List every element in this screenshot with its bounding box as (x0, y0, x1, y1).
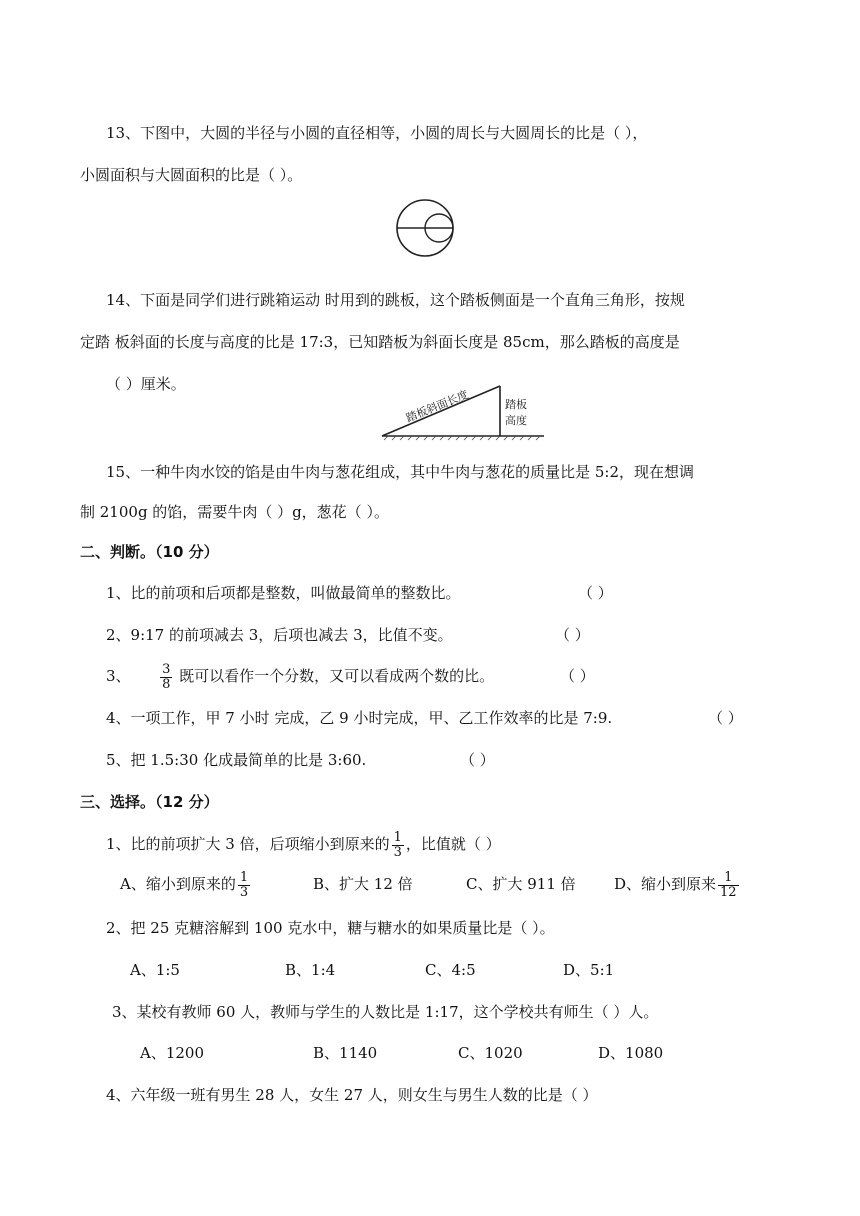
choice-q2: 2、把 25 克糖溶解到 100 克水中，糖与糖水的如果质量比是（ ）。 (106, 919, 555, 937)
choice-q1-option-c[interactable]: C、扩大 911 倍 (466, 875, 576, 893)
circles-figure (385, 196, 465, 260)
height-label-2: 高度 (505, 414, 527, 427)
choice-q3-option-d[interactable]: D、1080 (598, 1044, 664, 1062)
q14-line1: 14、下面是同学们进行跳箱运动 时用到的跳板，这个踏板侧面是一个直角三角形，按规 (106, 291, 685, 309)
q15-line1: 15、一种牛肉水饺的馅是由牛肉与葱花组成，其中牛肉与葱花的质量比是 5:2，现在想调 (106, 463, 694, 481)
judge-blank-1[interactable]: （ ） (578, 584, 613, 602)
section2-title: 二、判断。（10 分） (80, 543, 219, 561)
judge-item-3-prefix: 3、 (106, 667, 131, 685)
judge-item-2: 2、9:17 的前项减去 3，后项也减去 3，比值不变。 (106, 626, 453, 644)
height-label-1: 踏板 (505, 398, 527, 411)
judge-item-4: 4、一项工作，甲 7 小时 完成，乙 9 小时完成，甲、乙工作效率的比是 7:9. (106, 709, 613, 727)
q14-line3: （ ）厘米。 (106, 375, 186, 393)
choice-q3-option-b[interactable]: B、1140 (313, 1044, 378, 1062)
fraction-3-8: $\frac{3}{8}$ (162, 661, 171, 692)
choice-q1-option-b[interactable]: B、扩大 12 倍 (313, 875, 413, 893)
judge-blank-5[interactable]: （ ） (460, 751, 495, 769)
section3-title: 三、选择。（12 分） (80, 793, 219, 811)
choice-q2-option-d[interactable]: D、5:1 (563, 961, 615, 979)
judge-item-3-text: 既可以看作一个分数，又可以看成两个数的比。 (179, 667, 495, 685)
choice-q2-option-c[interactable]: C、4:5 (425, 961, 476, 979)
choice-q2-option-b[interactable]: B、1:4 (285, 961, 336, 979)
choice-q3-option-a[interactable]: A、1200 (140, 1044, 205, 1062)
q15-line2: 制 2100g 的馅，需要牛肉（ ）g，葱花（ ）。 (80, 503, 389, 521)
judge-blank-2[interactable]: （ ） (555, 626, 590, 644)
choice-q2-option-a[interactable]: A、1:5 (130, 961, 180, 979)
choice-q3-option-c[interactable]: C、1020 (458, 1044, 523, 1062)
choice-q1-option-d[interactable]: D、缩小到原来 $\frac{1}{12}$ (614, 869, 737, 900)
q14-line2: 定踏 板斜面的长度与高度的比是 17:3，已知踏板为斜面长度是 85cm，那么踏板的高度是 (80, 333, 680, 351)
fraction-1-3: $\frac{1}{3}$ (393, 829, 402, 860)
judge-item-3 (106, 660, 494, 692)
choice-q3: 3、某校有教师 60 人，教师与学生的人数比是 1:17，这个学校共有师生（ ）人。 (112, 1003, 659, 1021)
choice-q1: 1、比的前项扩大 3 倍，后项缩小到原来的 $\frac{1}{3}$ ，比值就（ ） (106, 829, 501, 860)
judge-item-1: 1、比的前项和后项都是整数，叫做最简单的整数比。 (106, 584, 461, 602)
judge-blank-4[interactable]: （ ） (708, 709, 743, 727)
choice-q4: 4、六年级一班有男生 28 人，女生 27 人，则女生与男生人数的比是（ ） (106, 1086, 598, 1104)
fraction-1-12: $\frac{1}{12}$ (720, 869, 737, 900)
springboard-figure (378, 382, 548, 442)
q13-line1: 13、下图中，大圆的半径与小圆的直径相等，小圆的周长与大圆周长的比是（ ）， (106, 124, 648, 142)
fraction-1-3-option: $\frac{1}{3}$ (239, 869, 249, 900)
q13-line2: 小圆面积与大圆面积的比是（ ）。 (80, 166, 303, 184)
choice-q1-option-a[interactable]: A、缩小到原来的 $\frac{1}{3}$ (120, 869, 249, 900)
judge-blank-3[interactable]: （ ） (560, 667, 595, 685)
slope-label: 踏板斜面长度 (404, 388, 471, 425)
judge-item-5: 5、把 1.5:30 化成最简单的比是 3:60. (106, 751, 367, 769)
